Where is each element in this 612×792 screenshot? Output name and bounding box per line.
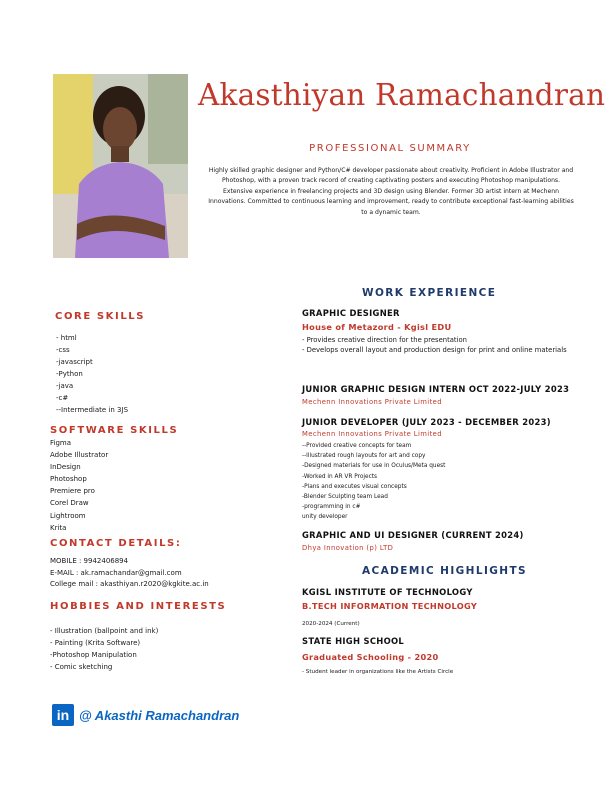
contact-college-mail[interactable]: College mail : akasthiyan.r2020@kgkite.ac.in [50,580,209,588]
list-item: -Blender Sculpting team Lead [302,494,388,501]
list-item: - Develops overall layout and production design for print and online materials [302,346,567,355]
school-name: STATE HIGH SCHOOL [302,636,405,646]
list-item: Adobe Illustrator [50,451,109,460]
degree: Graduated Schooling - 2020 [302,652,439,662]
list-item: - html [56,334,77,342]
summary-heading: PROFESSIONAL SUMMARY [309,143,471,154]
list-item: -programming in c# [302,504,361,511]
academic-heading: ACADEMIC HIGHLIGHTS [362,565,527,577]
contact-email[interactable]: E-MAIL : ak.ramachandar@gmail.com [50,568,182,577]
list-item: -css [56,346,70,354]
school-name: KGISL INSTITUTE OF TECHNOLOGY [302,587,473,597]
contact-heading: CONTACT DETAILS: [50,538,182,549]
list-item: --Illustrated rough layouts for art and copy [302,453,426,460]
job-title: JUNIOR GRAPHIC DESIGN INTERN OCT 2022-JULY 2023 [302,384,570,394]
hobbies-heading: HOBBIES AND INTERESTS [50,601,227,612]
candidate-name: Akasthiyan Ramachandran [198,78,606,112]
core-skills-list [56,332,128,416]
academic-note: - Student leader in organizations like the Artists Circle [302,669,454,675]
linkedin-link[interactable] [52,704,239,726]
list-item: --Provided creative concepts for team [302,443,412,449]
list-item: --Intermediate in 3JS [56,406,129,414]
list-item: Corel Draw [50,499,89,508]
job-title: JUNIOR DEVELOPER (JULY 2023 - DECEMBER 2023) [302,417,551,427]
job-title: GRAPHIC DESIGNER [302,308,400,318]
hobbies-list [50,625,158,673]
job-description [302,441,572,523]
list-item: - Illustration (ballpoint and ink) [50,627,159,635]
linkedin-handle[interactable]: @ Akasthi Ramachandran [79,707,240,723]
list-item: - Comic sketching [50,663,113,671]
list-item: -java [56,382,74,390]
list-item: -c# [56,394,69,402]
software-skills-heading: SOFTWARE SKILLS [50,425,179,436]
linkedin-icon: in [52,704,74,726]
degree: B.TECH INFORMATION TECHNOLOGY [302,601,478,611]
software-skills-list [50,437,108,534]
work-experience-heading: WORK EXPERIENCE [362,287,497,299]
contact-list [50,556,209,591]
job-organization: Mechenn Innovations Private Limited [302,430,442,438]
list-item: - Painting (Krita Software) [50,639,141,647]
contact-mobile: MOBILE : 9942406894 [50,557,129,565]
list-item: Lightroom [50,511,86,520]
job-organization: Dhya Innovation (p) LTD [302,544,394,552]
list-item: Krita [50,523,67,532]
list-item: Premiere pro [50,487,95,496]
job-organization: Mechenn Innovations Private Limited [302,398,442,406]
summary-text: Highly skilled graphic designer and Python/C# developer passionate about creativity. Proficient in Adobe Illustrator and Photoshop, with a proven track record of creating captivating posters and executing Photoshop manipulations. Extensive experience in freelancing projects and 3D design using Blender. Former 3D artist intern at Mechenn Innovations. Committed to continuous learning and improvement, ready to contribute exceptional fast-learning abilities to a dynamic team. [208,167,574,216]
list-item: -Worked in AR VR Projects [302,473,378,480]
profile-photo [53,74,188,258]
list-item: Figma [50,439,72,447]
list-item: unity developer [302,514,348,521]
list-item: -Plans and executes visual concepts [302,483,407,490]
study-period: 2020-2024 (Current) [302,621,360,627]
list-item: -Photoshop Manipulation [50,651,137,659]
job-title: GRAPHIC AND UI DESIGNER (CURRENT 2024) [302,530,524,540]
list-item: -Python [56,370,83,378]
job-organization: House of Metazord - Kgisl EDU [302,322,452,332]
list-item: Photoshop [50,475,87,484]
list-item: -javascript [56,358,93,366]
list-item: -Designed materials for use in Oculus/Meta quest [302,463,446,470]
list-item: InDesign [50,463,81,472]
core-skills-heading: CORE SKILLS [55,311,146,322]
job-description [302,335,572,355]
list-item: - Provides creative direction for the presentation [302,336,467,344]
